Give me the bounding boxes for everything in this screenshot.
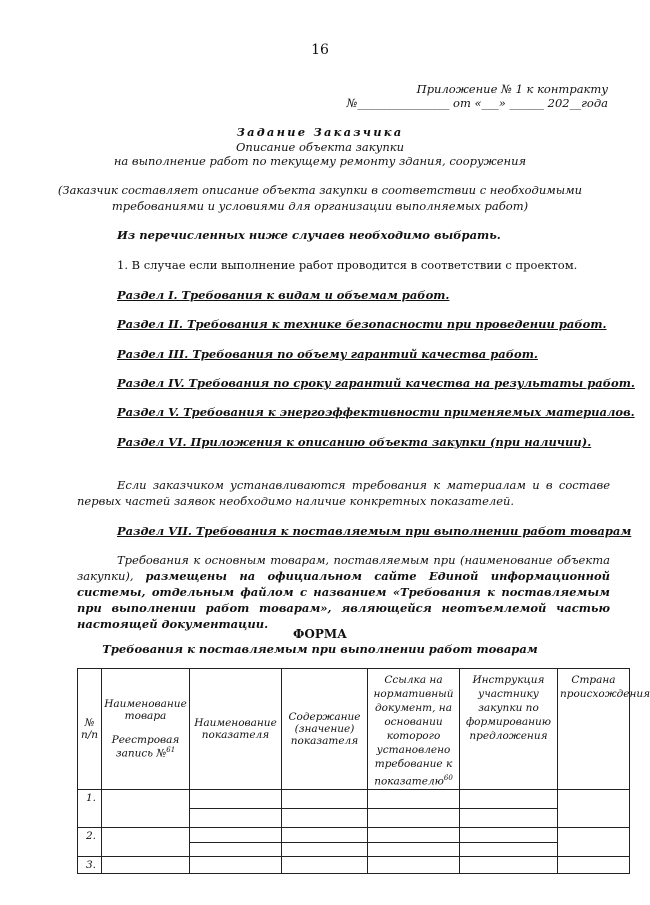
footnote-60: 60 — [443, 774, 453, 782]
task-title: Задание Заказчика — [236, 125, 404, 139]
header-registry-label: Реестровая запись №$^{61}$ — [111, 734, 180, 760]
table-cell — [368, 842, 460, 856]
requirements-text-part1: Требования к основным товарам, поставляемым при (наименование объекта закупки), — [77, 553, 610, 583]
section-3-heading: Раздел III. Требования по объему гарантий качества работ. — [117, 347, 538, 361]
appendix-title: Приложение № 1 к контракту — [416, 82, 608, 96]
table-cell — [460, 789, 558, 808]
header-indicator-value: Содержание (значение) показателя — [282, 669, 368, 790]
procurement-description-title: Описание объекта закупки — [235, 140, 405, 154]
section-1-heading: Раздел I. Требования к видам и объемам работ. — [117, 288, 450, 302]
requirements-text-part2: размещены на официальном сайте Единой информационной системы, отдельным файлом с названием «Требования к поставляемым при выполнении работ товарам», являющейся неотъемлемой частью настоящей документации. — [77, 569, 610, 631]
table-cell — [282, 827, 368, 842]
materials-paragraph: Если заказчиком устанавливаются требования к материалам и в составе первых частей заявок необходимо наличие конкретных показателей. — [77, 478, 610, 508]
table-cell — [368, 827, 460, 842]
footnote-61: 61 — [166, 746, 176, 754]
header-normative-link: Ссылка на нормативный документ, на основании которого установлено требование к показателю$^{60}$ — [368, 669, 460, 790]
table-cell — [558, 827, 630, 856]
customer-note — [0, 182, 640, 214]
table-cell — [460, 856, 558, 873]
section-5-heading: Раздел V. Требования к энергоэффективности применяемых материалов. — [117, 405, 635, 419]
contract-number-line: №________________ от «___» ______ 202__года — [346, 96, 608, 110]
section-2-heading: Раздел II. Требования к технике безопасности при проведении работ. — [117, 317, 607, 331]
header-indicator-name: Наименование показателя — [190, 669, 282, 790]
table-cell — [282, 789, 368, 808]
table-cell — [558, 789, 630, 827]
form-subtitle: Требования к поставляемым при выполнении работ товарам — [102, 642, 538, 656]
table-cell — [190, 789, 282, 808]
header-product-name — [102, 669, 190, 790]
header-country: Страна происхождения — [558, 669, 630, 790]
table-row — [78, 856, 630, 873]
row-number: 2. — [78, 827, 102, 856]
table-cell — [558, 856, 630, 873]
table-row — [78, 789, 630, 808]
row-number: 1. — [78, 789, 102, 827]
choose-instruction: Из перечисленных ниже случаев необходимо выбрать. — [117, 228, 501, 242]
table-cell — [368, 856, 460, 873]
requirements-form-table — [77, 668, 650, 874]
case-1-text: 1. В случае если выполнение работ проводится в соответствии с проектом. — [117, 258, 578, 272]
form-title: ФОРМА — [293, 627, 347, 641]
table-cell — [282, 842, 368, 856]
table-cell — [368, 808, 460, 827]
section-6-heading: Раздел VI. Приложения к описанию объекта закупки (при наличии). — [117, 435, 592, 449]
table-cell — [460, 842, 558, 856]
table-cell — [368, 789, 460, 808]
table-cell — [190, 856, 282, 873]
header-number: № п/п — [78, 669, 102, 790]
table-cell — [460, 827, 558, 842]
section-4-heading: Раздел IV. Требования по сроку гарантий качества на результаты работ. — [117, 376, 635, 390]
table-header-row — [78, 669, 630, 790]
customer-note-line2: требованиями и условиями для организации выполняемых работ) — [111, 199, 529, 213]
table-cell — [190, 827, 282, 842]
table-cell — [282, 808, 368, 827]
section-7-heading: Раздел VII. Требования к поставляемым при выполнении работ товарам — [117, 524, 632, 538]
requirements-paragraph — [77, 552, 610, 632]
table-cell — [102, 827, 190, 856]
table-cell — [102, 856, 190, 873]
header-instruction: Инструкция участнику закупки по формированию предложения — [460, 669, 558, 790]
row-number: 3. — [78, 856, 102, 873]
table-cell — [190, 808, 282, 827]
table-cell — [190, 842, 282, 856]
work-description-title: на выполнение работ по текущему ремонту здания, сооружения — [113, 154, 527, 168]
table-cell — [282, 856, 368, 873]
header-product-name-label: Наименование товара — [104, 698, 187, 722]
page-number: 16 — [311, 42, 329, 58]
table-row — [78, 827, 630, 842]
table-cell — [460, 808, 558, 827]
customer-note-line1: (Заказчик составляет описание объекта закупки в соответствии с необходимыми — [57, 183, 583, 197]
table-cell — [102, 789, 190, 827]
